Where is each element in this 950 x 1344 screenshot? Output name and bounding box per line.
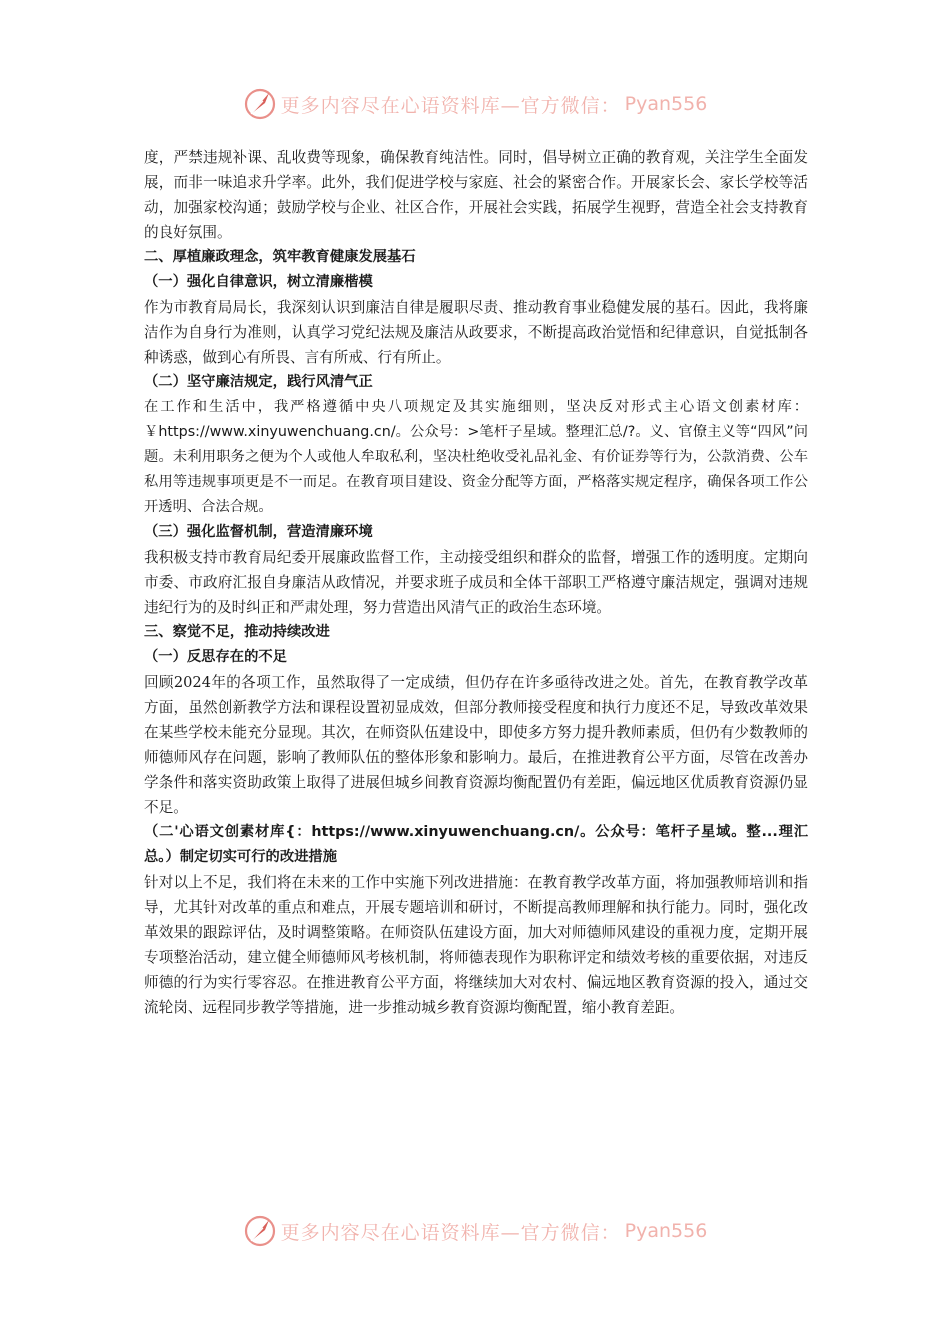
paragraph: 度，严禁违规补课、乱收费等现象，确保教育纯洁性。同时，倡导树立正确的教育观，关注学生全面发展，而非一味追求升学率。此外，我们促进学校与家庭、社会的紧密合作。开展家长会、家长学校等活动，加强家校沟通；鼓励学校与企业、社区合作，开展社会实践，拓展学生视野，营造全社会支持教育的良好氛围。 xyxy=(144,149,808,241)
quill-logo-icon xyxy=(243,87,277,121)
paragraph: 在工作和生活中，我严格遵循中央八项规定及其实施细则，坚决反对形式主心语文创素材库：￥https://www.xinyuwenchuang.cn/。公众号：>笔杆子星域。整理汇总/?。义、官僚主义等“四风”问题。未利用职务之便为个人或他人牟取私利，坚决杜绝收受礼品礼金、有价证券等行为，公款消费、公车私用等违规事项更是不一而足。在教育项目建设、资金分配等方面，严格落实规定程序，确保各项工作公开透明、合法合规。 xyxy=(144,399,808,515)
watermark-wechat-id: Pyan556 xyxy=(624,93,708,115)
paragraph: 针对以上不足，我们将在未来的工作中实施下列改进措施：在教育教学改革方面，将加强教师培训和指导，尤其针对改革的重点和难点，开展专题培训和研讨，不断提高教师理解和执行能力。同时，强化改革效果的跟踪评估，及时调整策略。在师资队伍建设方面，加大对师德师风建设的重视力度，定期开展专项整治活动，建立健全师德师风考核机制，将师德表现作为职称评定和绩效考核的重要依据，对违反师德的行为实行零容忍。在推进教育公平方面，将继续加大对农村、偏远地区教育资源的投入，通过交流轮岗、远程同步教学等措施，进一步推动城乡教育资源均衡配置，缩小教育差距。 xyxy=(144,874,808,1016)
watermark-text: 更多内容尽在心语资料库—官方微信： xyxy=(280,94,621,117)
subsection-heading: （二）坚守廉洁规定，践行风清气正 xyxy=(144,374,373,390)
section-heading: 三、察觉不足，推动持续改进 xyxy=(144,624,330,640)
watermark-banner-bottom xyxy=(0,1211,950,1251)
subsection-heading: （三）强化监督机制，营造清廉环境 xyxy=(144,524,373,540)
watermark-text: 更多内容尽在心语资料库—官方微信： xyxy=(280,1221,621,1244)
document-body xyxy=(144,145,808,1020)
quill-logo-icon xyxy=(243,1214,277,1248)
section-heading: 二、厚植廉政理念，筑牢教育健康发展基石 xyxy=(144,249,416,265)
paragraph: 回顾2024年的各项工作，虽然取得了一定成绩，但仍存在许多亟待改进之处。首先，在教育教学改革方面，虽然创新教学方法和课程设置初显成效，但部分教师接受程度和执行力度还不足，导致改革效果在某些学校未能充分显现。其次，在师资队伍建设中，即使多方努力提升教师素质，但仍有少数教师的师德师风存在问题，影响了教师队伍的整体形象和影响力。最后，在推进教育公平方面，尽管在改善办学条件和落实资助政策上取得了进展但城乡间教育资源均衡配置仍有差距，偏远地区优质教育资源仍显不足。 xyxy=(144,674,808,816)
watermark-banner-top xyxy=(0,84,950,124)
subsection-heading: （二'心语文创素材库{：https://www.xinyuwenchuang.cn/。公众号：笔杆子星域。整...理汇总。）制定切实可行的改进措施 xyxy=(144,824,808,865)
subsection-heading: （一）强化自律意识，树立清廉楷模 xyxy=(144,274,373,290)
watermark-wechat-id: Pyan556 xyxy=(624,1220,708,1242)
subsection-heading: （一）反思存在的不足 xyxy=(144,649,287,665)
paragraph: 作为市教育局局长，我深刻认识到廉洁自律是履职尽责、推动教育事业稳健发展的基石。因此，我将廉洁作为自身行为准则，认真学习党纪法规及廉洁从政要求，不断提高政治觉悟和纪律意识，自觉抵制各种诱惑，做到心有所畏、言有所戒、行有所止。 xyxy=(144,299,808,366)
paragraph: 我积极支持市教育局纪委开展廉政监督工作，主动接受组织和群众的监督，增强工作的透明度。定期向市委、市政府汇报自身廉洁从政情况，并要求班子成员和全体干部职工严格遵守廉洁规定，强调对违规违纪行为的及时纠正和严肃处理，努力营造出风清气正的政治生态环境。 xyxy=(144,549,808,616)
